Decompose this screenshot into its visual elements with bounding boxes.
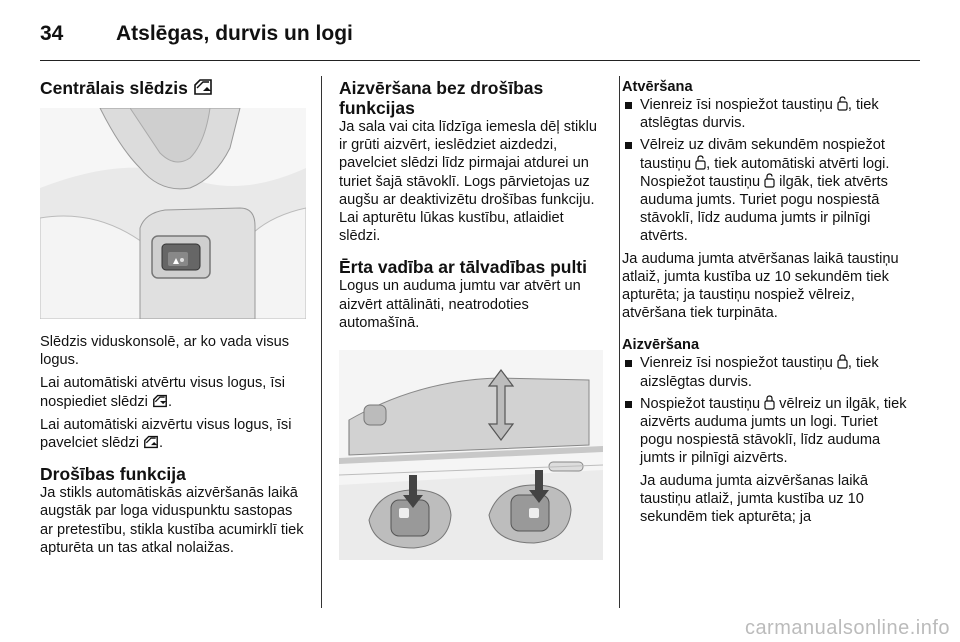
open-list: [622, 96, 912, 246]
running-title: Atslēgas, durvis un logi: [116, 22, 353, 45]
paragraph: Ja auduma jumta atvēršanas laikā taustiņu atlaiž, jumta kustība uz 10 sekundēm tiek apturēta; ja taustiņu nospiež vēlreiz, atvēršana tiek turpināta.: [622, 250, 899, 322]
page-number: 34: [40, 22, 64, 45]
unlock-key-icon: [695, 155, 706, 170]
section-heading: Ērta vadība ar tālvadības pulti: [339, 257, 587, 278]
list-item-text: Vienreiz īsi nospiežot taustiņu , tiek aizslēgtas durvis.: [640, 355, 879, 390]
unlock-key-icon: [837, 96, 848, 111]
column-divider: [321, 76, 322, 608]
paragraph: Ja sala vai cita līdzīga iemesla dēļ stiklu ir grūti aizvērt, ieslēdziet aizdedzi, pavelciet slēdzi līdz pirmajai atdurei un turiet šajā stāvoklī. Logs pārvietojas uz augšu ar deaktivizētu drošības funkciju. Lai apturētu lūkas kustību, atlaidiet slēdzi.: [339, 119, 597, 245]
paragraph-text: Lai automātiski atvērtu visus logus, īsi nospiediet slēdzi: [40, 375, 285, 410]
paragraph: Lai automātiski atvērtu visus logus, īsi nospiediet slēdzi .: [40, 375, 285, 410]
paragraph-text: Lai automātiski aizvērtu visus logus, īsi pavelciet slēdzi: [40, 416, 292, 452]
paragraph: Lai automātiski aizvērtu visus logus, īsi pavelciet slēdzi .: [40, 416, 292, 452]
lock-key-icon: [837, 354, 848, 369]
paragraph: Slēdzis viduskonsolē, ar ko vada visus logus.: [40, 334, 290, 369]
section-heading: Aizvēršana bez drošības funkcijas: [339, 78, 544, 118]
window-switch-icon: [152, 394, 168, 408]
list-item: [622, 354, 912, 390]
page-header: [40, 8, 920, 61]
paragraph: Logus un auduma jumtu var atvērt un aizvērt attālināti, neatrodoties automašīnā.: [339, 278, 581, 331]
subheading-close: Aizvēršana: [622, 337, 700, 354]
list-item: [622, 96, 912, 132]
subheading-open: Atvēršana: [622, 79, 693, 95]
section-heading: [40, 78, 306, 98]
column-1: [40, 78, 306, 557]
window-switch-icon: [143, 435, 159, 449]
column-2: [339, 78, 607, 560]
window-switch-icon: [193, 78, 213, 96]
list-item: [622, 395, 912, 468]
list-item-text: Vienreiz īsi nospiežot taustiņu , tiek atslēgtas durvis.: [640, 97, 879, 132]
close-list: [622, 354, 912, 467]
column-3: [622, 78, 912, 526]
list-item-text: Vēlreiz uz divām sekundēm nospiežot taustiņu , tiek automātiski atvērti logi. Nospiežot taustiņu ilgāk, tiek atvērts auduma jumts. Turiet pogu nospiestā stāvoklī, līdz auduma jumts ir pilnīgi atvērts.: [640, 137, 890, 245]
paragraph: Ja auduma jumta aizvēršanas laikā taustiņu atlaiž, jumta kustība uz 10 sekundēm tiek apturēta; ja: [640, 472, 868, 526]
watermark: carmanualsonline.info: [744, 617, 950, 639]
list-item-text: Nospiežot taustiņu vēlreiz un ilgāk, tiek aizvērts auduma jumts un logi. Turiet pogu nospiestā stāvoklī, līdz auduma jumts ir pilnīgi aizvērts.: [640, 395, 907, 467]
console-switch-figure: [40, 108, 306, 319]
section-heading: Drošības funkcija: [40, 464, 186, 485]
column-divider: [619, 76, 620, 608]
heading-text: Centrālais slēdzis: [40, 78, 188, 98]
remote-control-figure: [339, 350, 603, 560]
lock-key-icon: [764, 395, 775, 410]
unlock-key-icon: [764, 173, 775, 188]
paragraph: Ja stikls automātiskās aizvēršanās laikā augstāk par loga viduspunktu sastopas ar pretestību, stikla kustība acumirklī tiek apturēta un tas atkal nolaižas.: [40, 485, 304, 556]
list-item: [622, 136, 912, 245]
